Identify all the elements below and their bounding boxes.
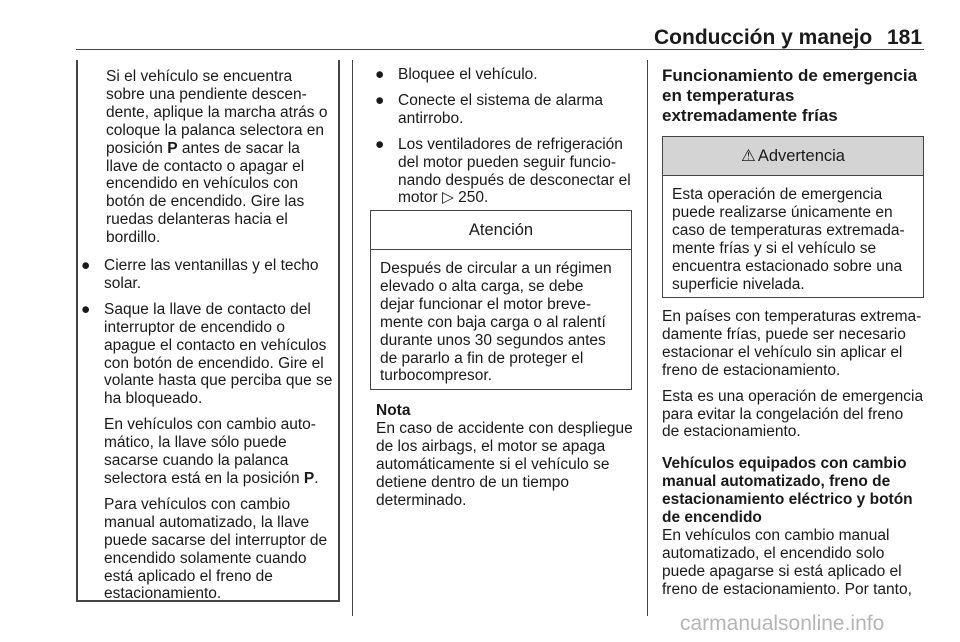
heading-line: Funcionamiento de emergencia en temperaturas bbox=[662, 66, 918, 105]
column-3-heading bbox=[662, 66, 924, 126]
bullet-text: Los ventiladores de refrigeración del motor pueden seguir funcionando después de desconectar el motor bbox=[398, 135, 631, 207]
note-title: Nota bbox=[376, 402, 411, 419]
box-text-end: antes de sacar la llave de contacto o apagar el encendido en vehículos con botón de encendido. Gire las ruedas delanteras hacia el bordillo. bbox=[106, 139, 305, 247]
bullet-text: Cierre las ventanillas y el techo solar. bbox=[104, 257, 319, 292]
page-reference-icon: ▷ bbox=[441, 189, 454, 207]
sub-paragraph bbox=[76, 496, 338, 603]
column-1-list bbox=[76, 257, 338, 611]
list-item bbox=[370, 136, 633, 208]
list-item bbox=[370, 92, 633, 128]
bullet-text: Saque la llave de contacto del interruptor de encendido o apague el contacto en vehículos con botón de encendido. Gire el volante hasta que perciba que se ha bloqueado. bbox=[104, 300, 333, 408]
warning-icon: ⚠ bbox=[741, 147, 756, 165]
list-item bbox=[370, 66, 633, 84]
sub-text: Para vehículos con cambio manual automatizado, la llave puede sacarse del interruptor de encendido solamente cuando está aplicado el freno de estacionamiento. bbox=[104, 495, 328, 603]
note-block bbox=[376, 402, 634, 509]
section-title: Conducción y manejo bbox=[654, 26, 873, 49]
bullet-text: Bloquee el vehículo. bbox=[398, 66, 538, 83]
sub-paragraph bbox=[76, 416, 338, 488]
column-2-list bbox=[370, 66, 633, 215]
paragraph: Esta es una operación de emergencia para evitar la congelación del freno de estacionamiento. bbox=[662, 387, 924, 441]
gear-letter-p: P bbox=[303, 469, 315, 487]
heading-line: extremadamente frías bbox=[662, 106, 838, 125]
gear-letter-p: P bbox=[167, 139, 178, 157]
paragraph: En vehículos con cambio manual automatizado, el encendido solo puede apagarse si está aplicado el freno de estacionamiento. Por tanto, bbox=[662, 526, 912, 598]
warning-box bbox=[662, 136, 924, 298]
watermark: carmanualsonline.info bbox=[680, 612, 885, 635]
bullet-icon: ● bbox=[375, 66, 385, 83]
bullet-icon: ● bbox=[81, 257, 91, 274]
bullet-icon: ● bbox=[81, 300, 91, 318]
box-text: Si el vehículo se encuentra sobre una pendiente descendente, aplique la marcha atrás o coloque la palanca selectora en posición bbox=[106, 68, 328, 157]
list-item bbox=[76, 257, 338, 293]
attention-box bbox=[370, 210, 632, 390]
page-number: 181 bbox=[887, 26, 923, 49]
paragraph: En países con temperaturas extremadamente frías, puede ser necesario estacionar el vehículo sin aplicar el freno de estacionamiento. bbox=[662, 308, 922, 379]
bullet-icon: ● bbox=[375, 135, 385, 153]
column-divider bbox=[647, 60, 648, 616]
section-heading bbox=[662, 66, 924, 126]
sub-text-end: . bbox=[314, 469, 319, 487]
attention-body: Después de circular a un régimen elevado o alta carga, se debe dejar funcionar el motor brevemente con baja carga o al ralentí durante unos 30 segundos antes de pararlo a fin de proteger el turbocompresor. bbox=[380, 260, 612, 385]
header-rule bbox=[76, 49, 924, 50]
bullet-icon: ● bbox=[375, 91, 385, 109]
list-item bbox=[76, 301, 338, 408]
warning-header bbox=[663, 137, 923, 176]
warning-body: Esta operación de emergencia puede realizarse únicamente en caso de temperaturas extremadamente frías y si el vehículo se encuentra estacionado sobre una superficie nivelada. bbox=[672, 186, 905, 293]
page-header bbox=[0, 0, 960, 52]
sub-text: En vehículos con cambio automático, la llave sólo puede sacarse cuando la palanca selectora está en la posición bbox=[104, 416, 316, 487]
subheading: Vehículos equipados con cambio manual automatizado, freno de estacionamiento eléctrico y botón de encendido bbox=[662, 455, 913, 527]
note-body: En caso de accidente con despliegue de los airbags, el motor se apaga automáticamente si el vehículo se detiene dentro de un tiempo determinado. bbox=[376, 419, 633, 509]
attention-title: Atención bbox=[371, 211, 631, 250]
bullet-text: Conecte el sistema de alarma antirrobo. bbox=[398, 91, 604, 127]
column-divider bbox=[352, 60, 353, 616]
page-reference[interactable]: 250. bbox=[458, 189, 489, 207]
warning-title: Advertencia bbox=[757, 146, 845, 165]
box-paragraph bbox=[106, 68, 332, 247]
column-3-text bbox=[662, 308, 924, 607]
